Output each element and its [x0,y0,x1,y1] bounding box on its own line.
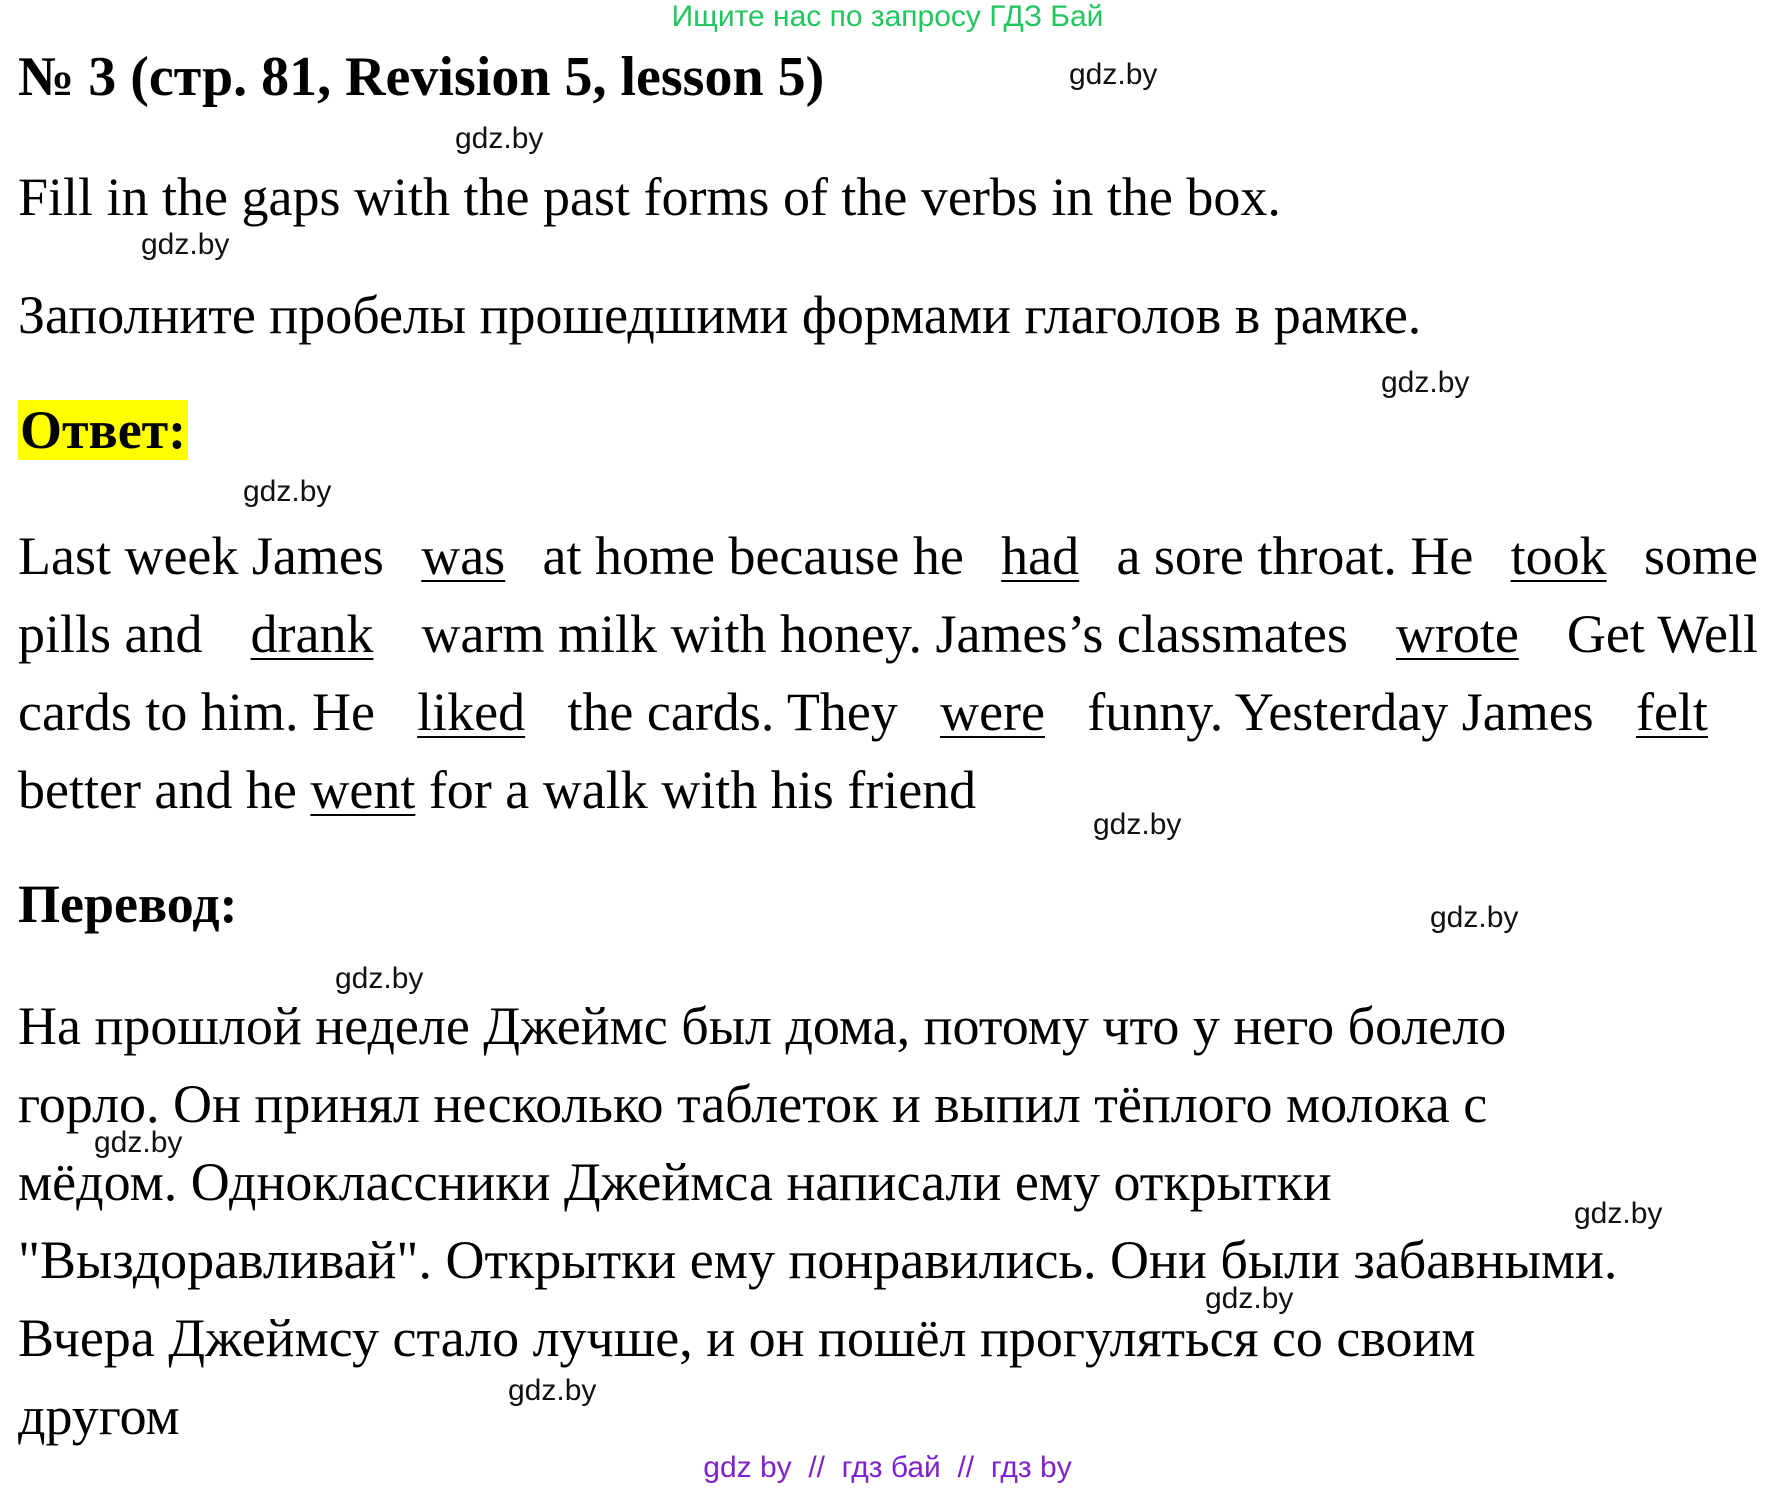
filled-verb: had [1001,526,1080,586]
footer-links: gdz by // гдз бай // гдз by [703,1451,1072,1484]
watermark: gdz.by [1069,58,1158,91]
watermark: gdz.by [1574,1197,1663,1230]
answer-line: Last week James was at home because he had a sore throat. He took some [18,517,1758,595]
answer-line: better and he went for a walk with his friend [18,760,977,820]
translation-line: Вчера Джеймсу стало лучше, и он пошёл прогуляться со своим [18,1308,1476,1368]
watermark: gdz.by [1381,366,1470,399]
exercise-title: № 3 (стр. 81, Revision 5, lesson 5) [18,46,825,108]
filled-verb: drank [250,604,374,664]
answer-text [18,517,1768,829]
answer-heading-label: Ответ: [20,400,187,460]
translation-line: другом [18,1386,180,1446]
watermark: gdz.by [243,475,332,508]
answer-line: cards to him. He liked the cards. They were funny. Yesterday James felt [18,673,1708,751]
watermark: gdz.by [1205,1282,1294,1315]
task-english: Fill in the gaps with the past forms of the verbs in the box. [18,167,1281,227]
filled-verb: was [421,526,506,586]
watermark: gdz.by [141,228,230,261]
filled-verb: wrote [1395,604,1519,664]
answer-heading [18,398,188,462]
filled-verb: went [310,760,416,820]
answer-line: pills and drank warm milk with honey. James’s classmates wrote Get Well [18,595,1758,673]
watermark: gdz.by [508,1374,597,1407]
translation-line: мёдом. Одноклассники Джеймса написали ему открытки [18,1152,1332,1212]
watermark: gdz.by [1430,901,1519,934]
translation-heading: Перевод: [18,874,238,934]
filled-verb: were [940,682,1045,742]
translation-line: "Выздоравливай". Открытки ему понравились. Они были забавными. [18,1230,1618,1290]
search-banner: Ищите нас по запросу ГДЗ Бай [671,0,1104,33]
translation-line: На прошлой неделе Джеймс был дома, потому что у него болело [18,996,1507,1056]
watermark: gdz.by [1093,808,1182,841]
watermark: gdz.by [94,1126,183,1159]
filled-verb: took [1510,526,1607,586]
filled-verb: liked [417,682,526,742]
filled-verb: felt [1635,682,1708,742]
translation-line: горло. Он принял несколько таблеток и выпил тёплого молока с [18,1074,1488,1134]
watermark: gdz.by [335,962,424,995]
translation-text [18,987,1617,1455]
watermark: gdz.by [455,122,544,155]
task-russian: Заполните пробелы прошедшими формами глаголов в рамке. [18,285,1422,345]
